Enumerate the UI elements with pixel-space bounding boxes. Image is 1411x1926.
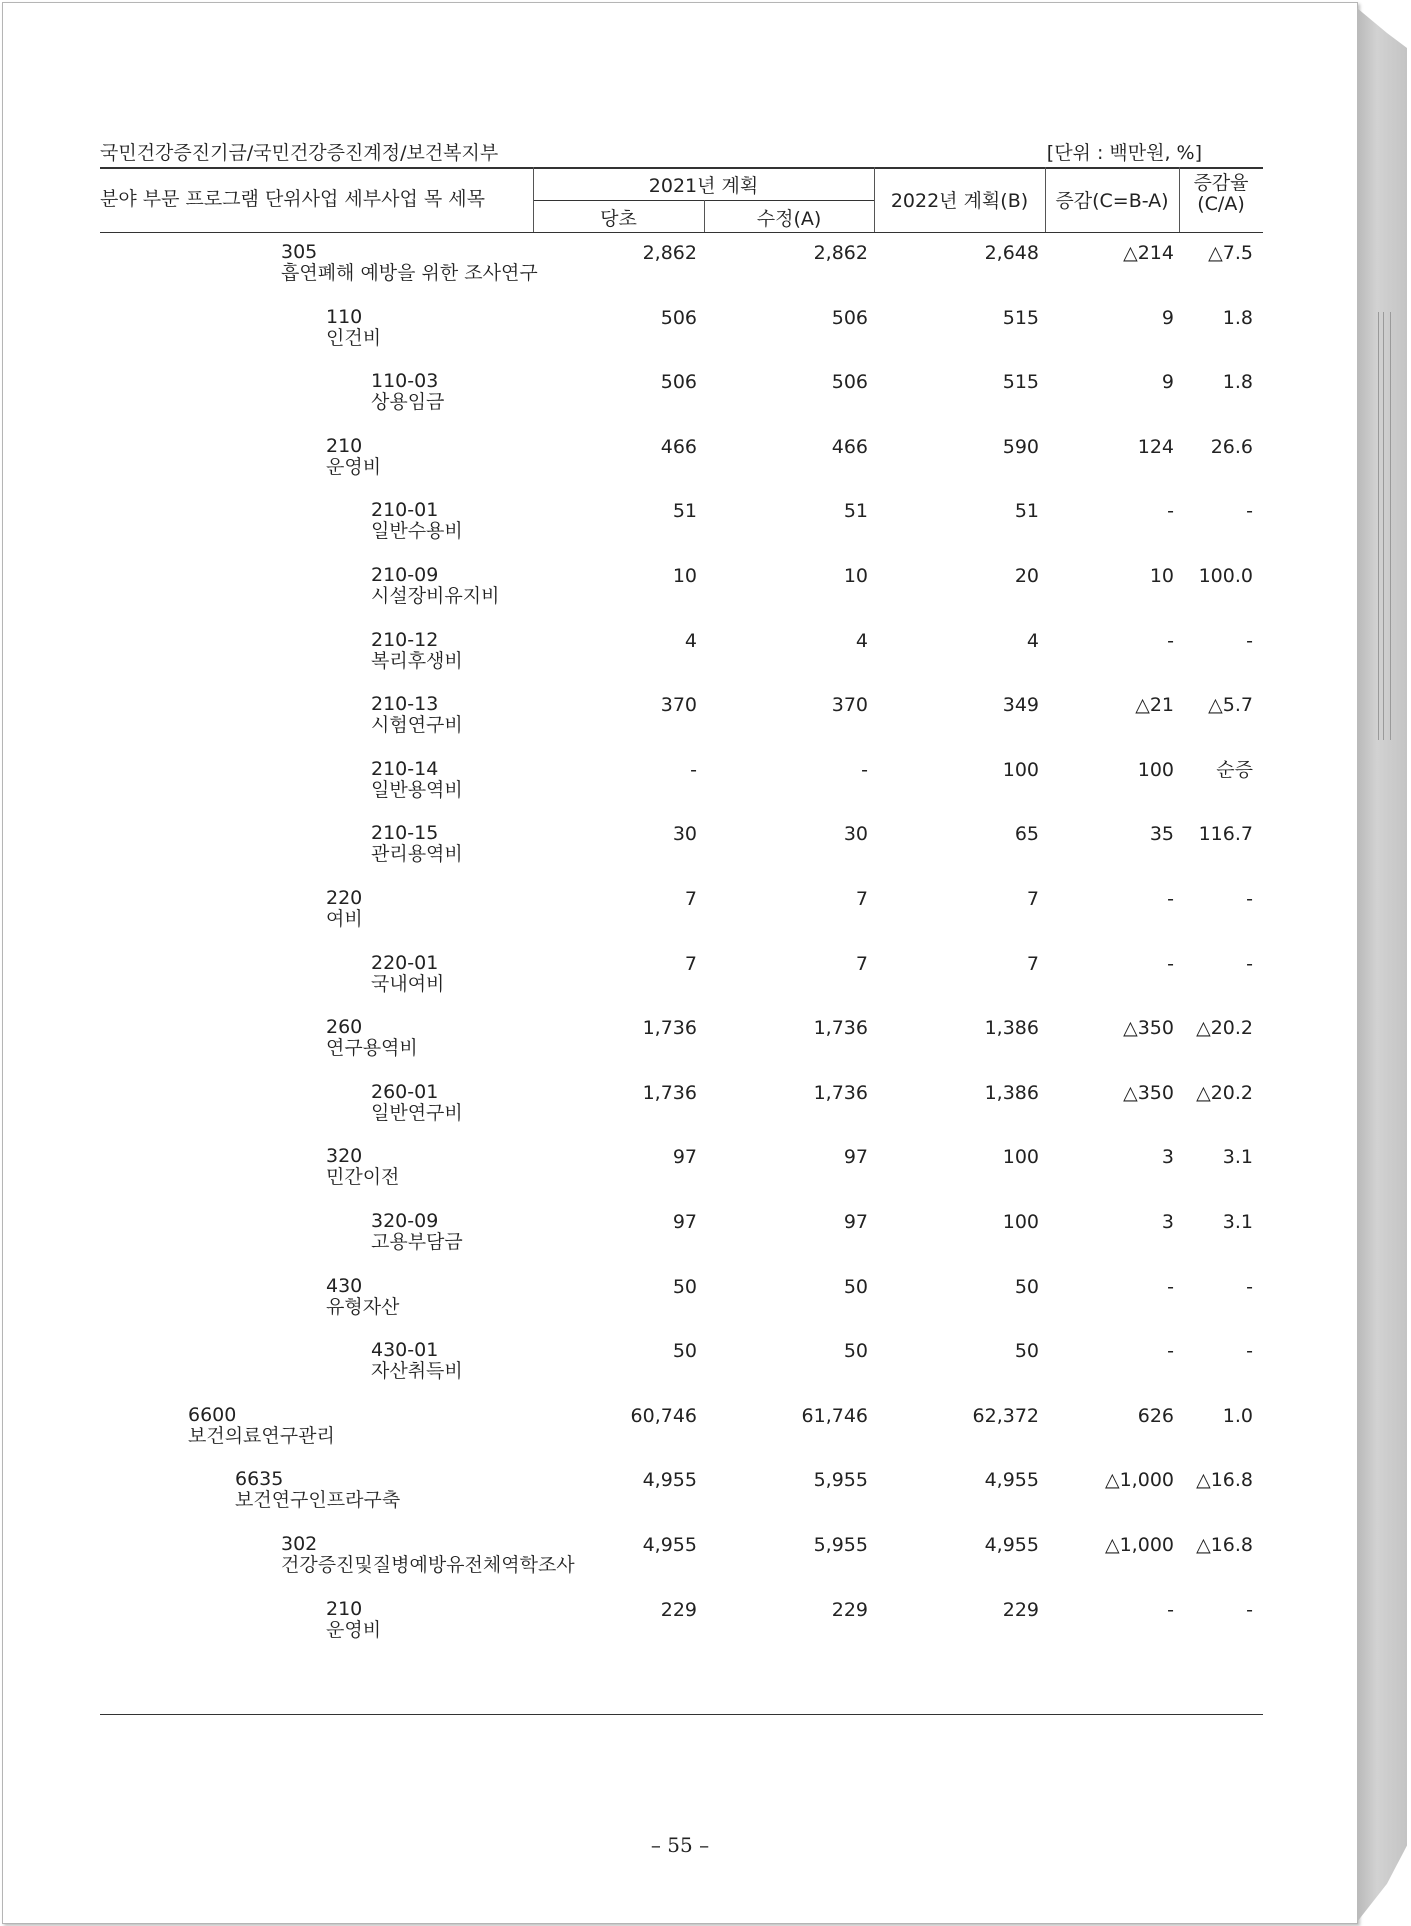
cell-revised: 61,746 xyxy=(801,1404,868,1427)
cell-plan2022: 100 xyxy=(1002,1146,1039,1169)
cell-rate: - xyxy=(1246,1340,1253,1363)
cell-original: 4 xyxy=(684,629,697,652)
cell-original: 506 xyxy=(660,371,697,394)
table-bottom-rule xyxy=(100,1714,1263,1715)
table-row xyxy=(3,888,1357,952)
table-row xyxy=(3,1276,1357,1340)
cell-rate: 순증 xyxy=(1216,758,1253,781)
header-bottom-rule xyxy=(100,232,1263,233)
cell-original: 50 xyxy=(672,1275,697,1298)
cell-revised: 506 xyxy=(831,371,868,394)
cell-revised: 5,955 xyxy=(813,1534,868,1556)
cell-revised: 50 xyxy=(843,1275,868,1298)
cell-rate: △7.5 xyxy=(1208,242,1253,264)
cell-change: △1,000 xyxy=(1104,1469,1174,1492)
cell-revised: 30 xyxy=(843,823,868,846)
cell-original: 229 xyxy=(660,1598,697,1621)
cell-original: 60,746 xyxy=(630,1404,697,1427)
cell-rate: 1.8 xyxy=(1222,371,1253,394)
row-code: 210 xyxy=(326,434,363,457)
cell-plan2022: 515 xyxy=(1002,306,1039,329)
cell-change: - xyxy=(1167,1340,1174,1363)
table-row xyxy=(3,1082,1357,1146)
cell-original: 466 xyxy=(660,435,697,458)
row-name: 복리후생비 xyxy=(371,649,463,672)
row-name: 운영비 xyxy=(326,455,382,478)
row-name: 건강증진및질병예방유전체역학조사 xyxy=(281,1554,575,1576)
cell-revised: 1,736 xyxy=(813,1081,868,1104)
cell-plan2022: 4,955 xyxy=(984,1534,1039,1556)
cell-rate: 100.0 xyxy=(1198,565,1253,587)
cell-rate: - xyxy=(1246,1598,1253,1621)
table-row xyxy=(3,242,1357,306)
table-row xyxy=(3,1340,1357,1404)
cell-change: △350 xyxy=(1123,1081,1174,1104)
row-code: 430 xyxy=(326,1274,363,1297)
cell-plan2022: 590 xyxy=(1002,435,1039,458)
cell-original: 2,862 xyxy=(642,242,697,264)
row-name: 시설장비유지비 xyxy=(371,585,500,607)
cell-original: 97 xyxy=(672,1211,697,1233)
table-row xyxy=(3,500,1357,564)
cell-change: 9 xyxy=(1161,371,1174,394)
row-code: 110 xyxy=(326,305,363,328)
cell-original: 1,736 xyxy=(642,1017,697,1040)
cell-rate: 3.1 xyxy=(1222,1146,1253,1169)
col-header-rate xyxy=(1179,173,1263,215)
cell-change: 3 xyxy=(1161,1146,1174,1169)
cell-rate: - xyxy=(1246,500,1253,523)
cell-rate: 1.8 xyxy=(1222,306,1253,329)
row-code: 210-09 xyxy=(371,564,439,586)
cell-plan2022: 100 xyxy=(1002,758,1039,781)
cell-revised: 97 xyxy=(843,1211,868,1233)
cell-revised: 1,736 xyxy=(813,1017,868,1040)
row-name: 상용임금 xyxy=(371,391,445,414)
table-row xyxy=(3,1017,1357,1081)
cell-revised: 5,955 xyxy=(813,1469,868,1492)
cell-plan2022: 2,648 xyxy=(984,242,1039,264)
col-header-rate-line1: 증감율 xyxy=(1193,172,1249,194)
row-code: 220 xyxy=(326,887,363,909)
row-code: 210-14 xyxy=(371,757,439,780)
binding-marks xyxy=(1378,312,1392,740)
cell-plan2022: 4,955 xyxy=(984,1469,1039,1492)
row-name: 고용부담금 xyxy=(371,1231,463,1253)
col-header-rate-line2: (C/A) xyxy=(1197,193,1245,215)
row-name: 일반연구비 xyxy=(371,1101,463,1124)
cell-plan2022: 50 xyxy=(1014,1340,1039,1363)
row-code: 305 xyxy=(281,241,318,263)
row-code: 210 xyxy=(326,1597,363,1620)
row-name: 인건비 xyxy=(326,326,382,349)
col-header-change: 증감(C=B-A) xyxy=(1055,190,1169,212)
row-name: 운영비 xyxy=(326,1618,382,1641)
cell-change: 10 xyxy=(1149,565,1174,587)
cell-original: 4,955 xyxy=(642,1534,697,1556)
cell-change: - xyxy=(1167,629,1174,652)
cell-original: 1,736 xyxy=(642,1081,697,1104)
cell-revised: 50 xyxy=(843,1340,868,1363)
row-code: 260 xyxy=(326,1016,363,1039)
document-page xyxy=(2,2,1358,1924)
table-row xyxy=(3,1405,1357,1469)
table-row xyxy=(3,565,1357,629)
cell-plan2022: 229 xyxy=(1002,1598,1039,1621)
table-row xyxy=(3,307,1357,371)
row-name: 국내여비 xyxy=(371,972,445,995)
table-row xyxy=(3,1469,1357,1533)
cell-revised: 4 xyxy=(855,629,868,652)
col-header-revised: 수정(A) xyxy=(756,208,822,230)
cell-rate: △16.8 xyxy=(1196,1469,1253,1492)
cell-revised: - xyxy=(861,758,868,781)
row-code: 210-13 xyxy=(371,693,439,716)
cell-plan2022: 515 xyxy=(1002,371,1039,394)
cell-change: - xyxy=(1167,500,1174,523)
cell-revised: 7 xyxy=(855,952,868,975)
table-row xyxy=(3,953,1357,1017)
row-code: 320 xyxy=(326,1145,363,1168)
cell-change: - xyxy=(1167,952,1174,975)
row-name: 여비 xyxy=(326,908,363,930)
table-row xyxy=(3,1211,1357,1275)
cell-plan2022: 62,372 xyxy=(972,1404,1039,1427)
cell-original: 370 xyxy=(660,694,697,717)
row-name: 시험연구비 xyxy=(371,714,463,737)
table-row xyxy=(3,823,1357,887)
row-name: 민간이전 xyxy=(326,1166,400,1189)
table-row xyxy=(3,371,1357,435)
cell-plan2022: 1,386 xyxy=(984,1081,1039,1104)
cell-plan2022: 349 xyxy=(1002,694,1039,717)
cell-plan2022: 100 xyxy=(1002,1211,1039,1233)
table-row xyxy=(3,1534,1357,1598)
col-header-original: 당초 xyxy=(600,208,637,230)
page-number: – 55 – xyxy=(650,1833,710,1857)
cell-change: 35 xyxy=(1149,823,1174,846)
cell-rate: 3.1 xyxy=(1222,1211,1253,1233)
cell-original: 97 xyxy=(672,1146,697,1169)
cell-change: - xyxy=(1167,888,1174,910)
cell-rate: △16.8 xyxy=(1196,1534,1253,1556)
row-code: 260-01 xyxy=(371,1080,439,1103)
cell-plan2022: 7 xyxy=(1026,952,1039,975)
cell-plan2022: 51 xyxy=(1014,500,1039,523)
cell-revised: 51 xyxy=(843,500,868,523)
cell-rate: 116.7 xyxy=(1198,823,1253,846)
table-row xyxy=(3,436,1357,500)
row-name: 흡연폐해 예방을 위한 조사연구 xyxy=(281,262,538,284)
cell-rate: 26.6 xyxy=(1210,435,1253,458)
cell-plan2022: 7 xyxy=(1026,888,1039,910)
cell-change: △21 xyxy=(1135,694,1174,717)
cell-rate: - xyxy=(1246,1275,1253,1298)
page-stack-edge xyxy=(1357,8,1407,1922)
row-name: 보건의료연구관리 xyxy=(188,1424,335,1447)
cell-plan2022: 65 xyxy=(1014,823,1039,846)
cell-plan2022: 1,386 xyxy=(984,1017,1039,1040)
cell-revised: 229 xyxy=(831,1598,868,1621)
row-code: 302 xyxy=(281,1533,318,1555)
cell-original: 7 xyxy=(684,952,697,975)
cell-plan2022: 50 xyxy=(1014,1275,1039,1298)
cell-rate: - xyxy=(1246,888,1253,910)
cell-rate: △20.2 xyxy=(1196,1081,1253,1104)
cell-rate: △5.7 xyxy=(1208,694,1253,717)
row-code: 110-03 xyxy=(371,370,439,393)
row-code: 210-01 xyxy=(371,499,439,522)
col-header-plan2021: 2021년 계획 xyxy=(648,175,759,197)
cell-revised: 466 xyxy=(831,435,868,458)
cell-change: 3 xyxy=(1161,1211,1174,1233)
cell-change: △214 xyxy=(1123,242,1174,264)
cell-rate: - xyxy=(1246,952,1253,975)
cell-change: 626 xyxy=(1137,1404,1174,1427)
cell-plan2022: 20 xyxy=(1014,565,1039,587)
col-header-plan2022: 2022년 계획(B) xyxy=(890,190,1029,212)
cell-original: 50 xyxy=(672,1340,697,1363)
row-name: 보건연구인프라구축 xyxy=(235,1489,401,1512)
row-name: 관리용역비 xyxy=(371,843,463,866)
cell-original: 506 xyxy=(660,306,697,329)
row-code: 210-12 xyxy=(371,628,439,651)
cell-revised: 97 xyxy=(843,1146,868,1169)
cell-original: - xyxy=(690,758,697,781)
unit-label: [단위 : 백만원, %] xyxy=(1046,142,1202,164)
cell-rate: - xyxy=(1246,629,1253,652)
row-code: 320-09 xyxy=(371,1210,439,1232)
table-top-rule xyxy=(100,167,1263,169)
row-name: 일반수용비 xyxy=(371,520,463,543)
cell-change: 100 xyxy=(1137,758,1174,781)
col-header-category: 분야 부문 프로그램 단위사업 세부사업 목 세목 xyxy=(100,188,485,210)
cell-plan2022: 4 xyxy=(1026,629,1039,652)
row-name: 일반용역비 xyxy=(371,778,463,801)
cell-original: 51 xyxy=(672,500,697,523)
cell-revised: 2,862 xyxy=(813,242,868,264)
table-row xyxy=(3,694,1357,758)
cell-original: 10 xyxy=(672,565,697,587)
cell-original: 7 xyxy=(684,888,697,910)
table-row xyxy=(3,759,1357,823)
cell-change: 9 xyxy=(1161,306,1174,329)
row-code: 220-01 xyxy=(371,951,439,974)
cell-change: △350 xyxy=(1123,1017,1174,1040)
cell-revised: 506 xyxy=(831,306,868,329)
cell-revised: 7 xyxy=(855,888,868,910)
cell-change: △1,000 xyxy=(1104,1534,1174,1556)
cell-change: 124 xyxy=(1137,435,1174,458)
cell-rate: 1.0 xyxy=(1222,1404,1253,1427)
document-title: 국민건강증진기금/국민건강증진계정/보건복지부 xyxy=(100,142,499,164)
row-code: 6600 xyxy=(188,1403,237,1426)
cell-rate: △20.2 xyxy=(1196,1017,1253,1040)
row-code: 6635 xyxy=(235,1468,284,1491)
row-name: 유형자산 xyxy=(326,1295,400,1318)
cell-change: - xyxy=(1167,1598,1174,1621)
table-row xyxy=(3,1146,1357,1210)
row-code: 210-15 xyxy=(371,822,439,845)
row-name: 자산취득비 xyxy=(371,1360,463,1383)
cell-change: - xyxy=(1167,1275,1174,1298)
table-row xyxy=(3,630,1357,694)
row-name: 연구용역비 xyxy=(326,1037,418,1060)
table-row xyxy=(3,1599,1357,1663)
cell-revised: 370 xyxy=(831,694,868,717)
row-code: 430-01 xyxy=(371,1339,439,1362)
cell-original: 30 xyxy=(672,823,697,846)
cell-revised: 10 xyxy=(843,565,868,587)
cell-original: 4,955 xyxy=(642,1469,697,1492)
